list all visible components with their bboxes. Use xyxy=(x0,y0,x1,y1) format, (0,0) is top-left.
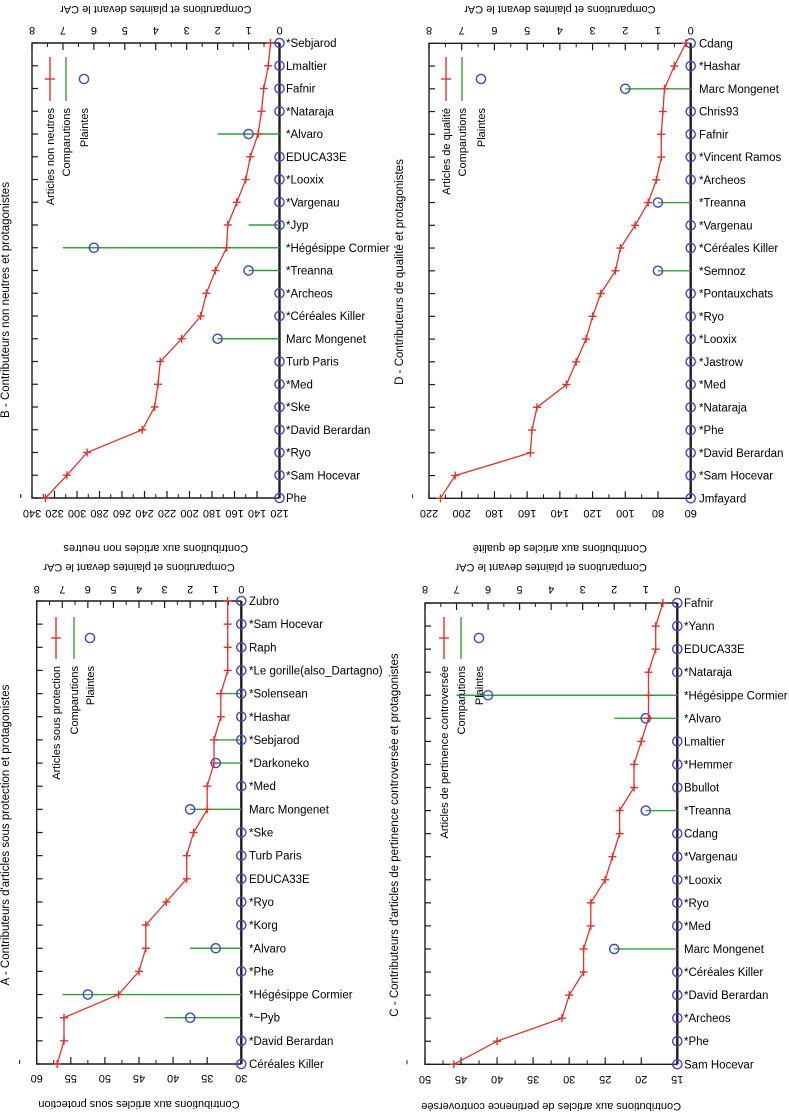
row-name-label: *Hégésippe Cormier xyxy=(249,989,353,1002)
row-name-label: *Hégésippe Cormier xyxy=(286,242,390,255)
top-axis-tick-label: 3 xyxy=(579,583,586,596)
row-name-label: *Yann xyxy=(684,621,715,634)
bottom-axis-tick-label: 240 xyxy=(135,507,154,520)
legend xyxy=(45,57,91,205)
row-name-label: *Semnoz xyxy=(699,265,746,278)
bottom-axis-tick-label: 140 xyxy=(550,507,570,520)
row-name-label: *Ryo xyxy=(684,897,709,910)
bottom-axis-tick-label: 160 xyxy=(517,507,537,520)
row-name-label: *Sam Hocevar xyxy=(699,470,774,483)
row-name-label: *Sebjarod xyxy=(249,734,300,747)
row-name-label: *Med xyxy=(286,379,313,392)
bottom-axis-tick-label: 180 xyxy=(202,507,222,520)
bottom-axis-tick-label: 60 xyxy=(684,507,697,520)
row-name-label: *Ryo xyxy=(699,311,724,324)
row-name-label: *Solensean xyxy=(249,688,308,701)
bottom-axis-tick-label: 260 xyxy=(112,507,132,520)
row-name-label: *Nataraja xyxy=(699,402,747,415)
chart-title: C - Contributeurs d'articles de pertinence controversée et protagonistes xyxy=(389,653,401,1017)
row-name-label: *Korg xyxy=(249,920,278,933)
legend-label: Articles de pertinence controversée xyxy=(439,666,451,839)
row-name-label: *Jastrow xyxy=(699,356,744,369)
legend-label: Plaintes xyxy=(85,666,97,706)
bottom-axis-tick-label: 35 xyxy=(527,1073,540,1086)
bottom-axis-tick-label: 140 xyxy=(247,507,267,520)
top-axis-tick-label: 5 xyxy=(110,583,117,596)
top-axis-tick-label: 5 xyxy=(524,24,531,37)
row-name-label: *~Pyb xyxy=(249,1012,281,1025)
legend-plaintes-circle xyxy=(85,633,94,642)
row-name-label: Fafnir xyxy=(286,83,316,96)
chart-A xyxy=(0,561,383,1110)
row-name-label: *Alvaro xyxy=(286,129,324,141)
bottom-axis-tick-label: 40 xyxy=(490,1073,504,1086)
top-axis-tick-label: 1 xyxy=(642,583,649,596)
row-name-label: Bbullot xyxy=(684,782,720,795)
row-name-label: Marc Mongenet xyxy=(699,83,779,96)
bottom-axis-tick-label: 40 xyxy=(166,1072,180,1085)
top-axis-tick-label: 3 xyxy=(183,24,190,37)
top-axis-tick-label: 6 xyxy=(491,24,498,37)
legend-label: Comparutions xyxy=(61,108,73,177)
top-axis-title: Comparutions et plaintes devant le CAr xyxy=(464,3,656,16)
legend-label: Comparutions xyxy=(457,108,469,177)
row-name-label: *Darkoneko xyxy=(249,758,310,771)
legend-plaintes-circle xyxy=(476,74,485,83)
top-axis-tick-label: 0 xyxy=(276,24,283,37)
row-name-label: *Hashar xyxy=(249,711,291,724)
chart-D xyxy=(394,3,783,554)
legend-label: Articles non neutres xyxy=(45,108,57,206)
chart-B xyxy=(0,3,390,554)
row-name-label: *Hemmer xyxy=(684,759,733,772)
row-name-label: *Jyp xyxy=(286,220,309,232)
row-name-label: *Alvaro xyxy=(684,713,722,726)
bottom-axis-tick-label: 80 xyxy=(651,507,665,520)
legend-label: Articles sous protection xyxy=(51,666,63,780)
top-axis-title: Comparutions et plaintes devant le CAr xyxy=(43,561,235,574)
top-axis-tick-label: 7 xyxy=(59,24,66,37)
top-axis-tick-label: 6 xyxy=(485,583,492,596)
legend xyxy=(439,617,486,838)
bottom-axis-tick-label: 200 xyxy=(452,507,471,520)
top-axis-tick-label: 8 xyxy=(421,583,429,596)
bottom-axis-tick-label: 30 xyxy=(563,1073,576,1086)
row-name-label: *Phe xyxy=(699,425,724,438)
row-name-label: Marc Mongenet xyxy=(249,804,329,817)
top-axis-tick-label: 1 xyxy=(245,24,252,37)
top-axis-tick-label: 2 xyxy=(214,24,221,37)
row-name-label: EDUCA33E xyxy=(684,644,745,657)
row-name-label: *Hégésippe Cormier xyxy=(684,690,788,703)
bottom-axis-tick-label: 220 xyxy=(419,507,439,520)
chart-title: A - Contributeurs d'articles sous protection et protagonistes xyxy=(0,684,12,986)
row-name-label: *Alvaro xyxy=(249,943,287,956)
top-axis-tick-label: 3 xyxy=(589,24,596,37)
bottom-axis-tick-label: 340 xyxy=(22,507,42,520)
chart-title: B - Contributeurs non neutres et protagonistes xyxy=(0,182,12,418)
bottom-axis-tick-label: 20 xyxy=(635,1073,648,1086)
bottom-axis-tick-label: 100 xyxy=(616,507,635,520)
row-name-label: Fafnir xyxy=(684,598,714,610)
row-name-label: *Ske xyxy=(249,827,274,840)
top-axis-title: Comparutions et plaintes devant le CAr xyxy=(60,3,252,16)
legend-plaintes-circle xyxy=(474,633,483,642)
top-axis-tick-label: 2 xyxy=(611,583,618,596)
row-name-label: *Phe xyxy=(684,1036,709,1049)
top-axis-title: Comparutions et plaintes devant le CAr xyxy=(455,561,647,574)
chart-title: D - Contributeurs de qualité et protagonistes xyxy=(394,159,406,385)
bottom-axis-tick-label: 320 xyxy=(45,507,64,520)
legend-label: Plaintes xyxy=(474,666,486,706)
legend xyxy=(441,57,488,195)
legend-label: Plaintes xyxy=(79,108,91,148)
row-name-label: *Vargenau xyxy=(684,851,738,864)
row-name-label: Zubro xyxy=(249,596,280,608)
bottom-axis-title: Contributions aux articles de qualité xyxy=(472,542,647,555)
legend-label: Comparutions xyxy=(69,666,81,735)
row-name-label: *Le gorille(also_Dartagno) xyxy=(249,665,383,678)
row-name-label: *Ske xyxy=(286,402,311,414)
row-name-label: Lmaltier xyxy=(286,60,327,73)
top-axis-tick-label: 4 xyxy=(548,583,555,596)
top-axis-tick-label: 7 xyxy=(458,24,465,37)
bottom-axis-tick-label: 180 xyxy=(485,507,504,520)
row-name-label: *David Berardan xyxy=(684,990,769,1003)
legend-label: Articles de qualité xyxy=(441,108,453,195)
bottom-axis-tick-label: 220 xyxy=(157,507,177,520)
bottom-axis-tick-label: 280 xyxy=(90,507,109,520)
bottom-axis-title: Contributions aux articles non neutres xyxy=(63,542,249,555)
top-axis-tick-label: 8 xyxy=(425,24,433,37)
top-axis-tick-label: 2 xyxy=(187,583,194,596)
row-name-label: Cdang xyxy=(684,828,718,841)
row-name-label: Sam Hocevar xyxy=(684,1059,754,1072)
row-name-label: *Med xyxy=(699,379,726,392)
top-axis-tick-label: 2 xyxy=(622,24,629,37)
row-name-label: *Looxix xyxy=(699,334,737,347)
bottom-axis-tick-label: 160 xyxy=(225,507,244,520)
row-name-label: *David Berardan xyxy=(699,447,784,460)
row-name-label: Turb Paris xyxy=(286,356,339,369)
top-axis-tick-label: 1 xyxy=(654,24,662,37)
row-name-label: *Hashar xyxy=(699,61,741,74)
bottom-axis-tick-label: 120 xyxy=(583,507,602,520)
row-name-label: *Nataraja xyxy=(684,667,732,680)
row-name-label: Fafnir xyxy=(699,129,729,142)
row-name-label: *Vargenau xyxy=(699,220,753,233)
row-name-label: *Pontauxchats xyxy=(699,288,774,301)
row-name-label: *Treanna xyxy=(684,805,731,818)
legend xyxy=(51,617,97,780)
bottom-axis-tick-label: 45 xyxy=(454,1073,468,1086)
bottom-axis-tick-label: 55 xyxy=(64,1072,77,1085)
row-name-label: Chris93 xyxy=(699,106,739,119)
bottom-axis-tick-label: 50 xyxy=(418,1073,432,1086)
top-axis-tick-label: 6 xyxy=(84,583,91,596)
top-axis-tick-label: 8 xyxy=(28,24,36,37)
row-name-label: *Vincent Ramos xyxy=(699,152,782,165)
top-axis-tick-label: 7 xyxy=(59,583,66,596)
top-axis-tick-label: 5 xyxy=(516,583,523,596)
legend-label: Comparutions xyxy=(456,666,468,735)
row-name-label: *Med xyxy=(684,920,711,933)
row-name-label: Phe xyxy=(286,493,307,505)
top-axis-tick-label: 8 xyxy=(33,583,40,596)
row-name-label: *Céréales Killer xyxy=(684,967,764,980)
row-name-label: *Vargenau xyxy=(286,197,340,210)
row-name-label: Turb Paris xyxy=(249,850,302,863)
row-name-label: *David Berardan xyxy=(286,424,371,437)
row-name-label: *Nataraja xyxy=(286,106,334,119)
row-name-label: Lmaltier xyxy=(684,736,725,749)
row-name-label: Marc Mongenet xyxy=(286,333,366,346)
row-name-label: *Céréales Killer xyxy=(286,311,366,323)
top-axis-tick-label: 4 xyxy=(135,583,143,596)
bottom-axis-tick-label: 300 xyxy=(67,507,87,520)
row-name-label: *Phe xyxy=(249,966,274,979)
top-axis-tick-label: 6 xyxy=(90,24,97,37)
bottom-axis-tick-label: 25 xyxy=(599,1073,612,1086)
row-name-label: Raph xyxy=(249,642,277,655)
row-name-label: *Sebjarod xyxy=(286,38,337,50)
bottom-axis-tick-label: 45 xyxy=(132,1072,146,1085)
row-name-label: *Looxix xyxy=(684,874,722,887)
row-name-label: *David Berardan xyxy=(249,1035,334,1048)
bottom-axis-tick-label: 15 xyxy=(671,1073,684,1086)
top-axis-tick-label: 4 xyxy=(152,24,159,37)
row-name-label: *Looxix xyxy=(286,174,324,187)
top-axis-tick-label: 3 xyxy=(161,583,168,596)
row-name-label: *Med xyxy=(249,781,276,794)
bottom-axis-title: Contributions aux articles de pertinence controversée xyxy=(421,1100,682,1113)
top-axis-tick-label: 0 xyxy=(687,24,694,37)
top-axis-tick-label: 7 xyxy=(453,583,460,596)
top-axis-tick-label: 5 xyxy=(121,24,128,37)
row-name-label: *Sam Hocevar xyxy=(286,470,361,483)
bottom-axis-tick-label: 35 xyxy=(201,1072,214,1085)
top-axis-tick-label: 4 xyxy=(556,24,563,37)
chart-C xyxy=(389,561,788,1112)
row-name-label: *Sam Hocevar xyxy=(249,619,324,632)
bottom-axis-title: Contributions aux articles sous protection xyxy=(38,1098,240,1111)
bottom-axis-tick-label: 60 xyxy=(30,1072,43,1085)
bottom-axis-tick-label: 120 xyxy=(270,507,289,520)
row-name-label: EDUCA33E xyxy=(286,151,347,164)
row-name-label: *Ryo xyxy=(286,447,311,460)
top-axis-tick-label: 0 xyxy=(674,583,681,596)
row-name-label: Marc Mongenet xyxy=(684,943,764,956)
legend-plaintes-circle xyxy=(79,74,88,83)
row-name-label: Jmfayard xyxy=(699,493,747,506)
row-name-label: Cdang xyxy=(699,38,733,51)
legend-label: Plaintes xyxy=(476,108,488,148)
row-name-label: *Treanna xyxy=(699,197,746,210)
row-name-label: *Treanna xyxy=(286,265,333,278)
top-axis-tick-label: 0 xyxy=(238,583,245,596)
row-name-label: *Archeos xyxy=(684,1013,731,1026)
bottom-axis-tick-label: 50 xyxy=(98,1072,112,1085)
bottom-axis-tick-label: 30 xyxy=(235,1072,248,1085)
row-name-label: EDUCA33E xyxy=(249,873,310,886)
row-name-label: *Archeos xyxy=(286,288,333,301)
row-name-label: *Céréales Killer xyxy=(699,243,779,256)
top-axis-tick-label: 1 xyxy=(212,583,219,596)
row-name-label: Céréales Killer xyxy=(249,1059,324,1071)
row-name-label: *Archeos xyxy=(699,174,746,187)
row-name-label: *Ryo xyxy=(249,896,274,909)
bottom-axis-tick-label: 200 xyxy=(180,507,199,520)
